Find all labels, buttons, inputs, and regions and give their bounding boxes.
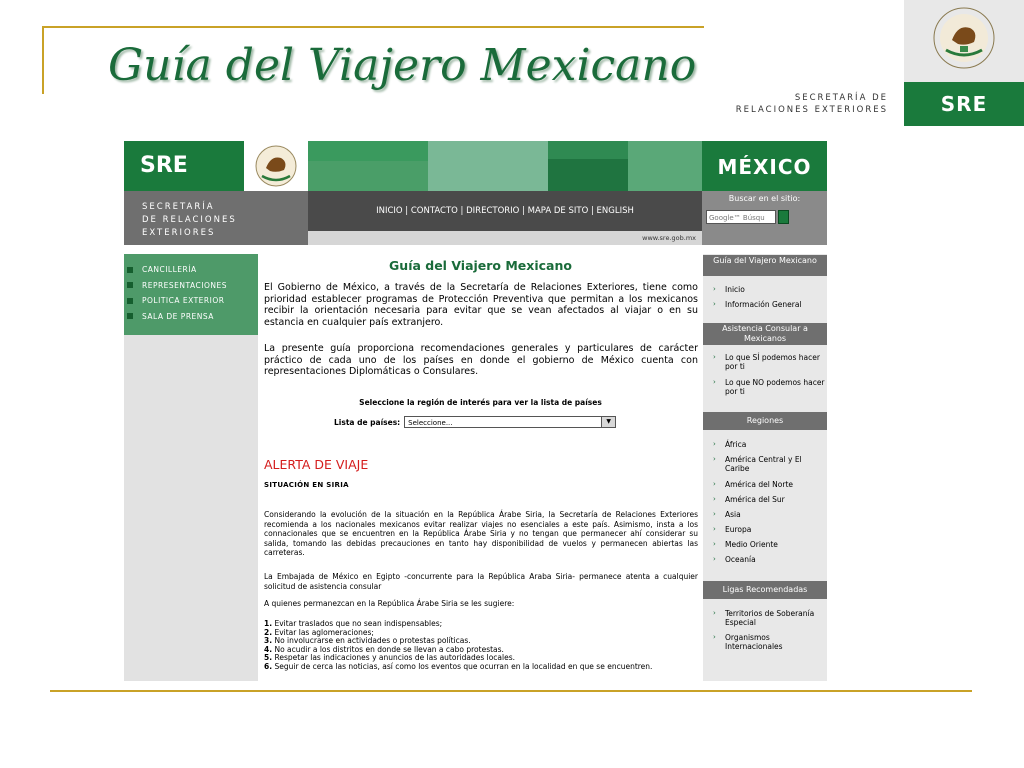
chevron-right-icon: › <box>713 609 716 617</box>
header-banner <box>308 141 702 191</box>
search-input[interactable]: Google™ Búsqu <box>706 210 776 224</box>
gold-rule-bottom <box>50 690 972 692</box>
logo-text <box>712 92 888 116</box>
main-content <box>258 254 703 681</box>
site-country-title: MÉXICO <box>702 141 827 191</box>
chevron-right-icon: › <box>713 525 716 533</box>
alert-paragraph-3: A quienes permanezcan en la República Árabe Siria se les sugiere: <box>264 599 515 608</box>
region-link-europa[interactable]: › Europa <box>713 525 752 534</box>
list-item: 1. Evitar traslados que no sean indispensables; <box>264 619 443 628</box>
region-link-africa[interactable]: › África <box>713 440 747 449</box>
nav-item-sala-de-prensa[interactable] <box>124 309 258 325</box>
slide-title: Guía del Viajero Mexicano <box>108 40 697 91</box>
chevron-right-icon: › <box>713 378 716 386</box>
list-item: 2. Evitar las aglomeraciones; <box>264 627 374 637</box>
country-select-row <box>334 416 616 428</box>
alert-subtitle: SITUACIÓN EN SIRIA <box>264 481 349 489</box>
chevron-right-icon: › <box>713 285 716 293</box>
chevron-right-icon: › <box>713 440 716 448</box>
region-link-medio-oriente[interactable]: › Medio Oriente <box>713 540 778 549</box>
sidebar-link-no-podemos[interactable]: › Lo que NO podemos hacer por ti <box>713 378 825 396</box>
chevron-right-icon: › <box>713 510 716 518</box>
chevron-down-icon[interactable]: ▼ <box>601 417 615 427</box>
list-item: 6. Seguir de cerca las noticias, así como los eventos que ocurran en la localidad en que se encuentren. <box>264 661 653 671</box>
league-link-territorios[interactable]: › Territorios de Soberanía Especial <box>713 609 815 627</box>
chevron-right-icon: › <box>713 633 716 641</box>
sidebar-head-guide: Guía del Viajero Mexicano <box>703 255 827 276</box>
site-coat-of-arms-icon <box>244 141 308 191</box>
alert-title: ALERTA DE VIAJE <box>264 457 369 472</box>
bullet-icon <box>127 282 133 288</box>
secretariat-line3: EXTERIORES <box>142 228 216 238</box>
top-nav[interactable]: INICIO | CONTACTO | DIRECTORIO | MAPA DE SITO | ENGLISH <box>308 191 702 231</box>
chevron-right-icon: › <box>713 555 716 563</box>
secretariat-line1: SECRETARÍA <box>142 202 215 212</box>
region-link-america-sur[interactable]: › América del Sur <box>713 495 785 504</box>
right-sidebar <box>703 254 827 681</box>
logo-text-line2: RELACIONES EXTERIORES <box>735 105 888 115</box>
main-title: Guía del Viajero Mexicano <box>389 258 572 273</box>
site-secretariat-name <box>124 191 308 245</box>
site-url: www.sre.gob.mx <box>308 231 702 245</box>
chevron-right-icon: › <box>713 455 716 463</box>
list-item: 3. No involucrarse en actividades o protestas políticas. <box>264 636 471 645</box>
sidebar-head-leagues: Ligas Recomendadas <box>703 581 827 599</box>
secretariat-line2: DE RELACIONES <box>142 215 237 225</box>
select-instruction: Seleccione la región de interés para ver la lista de países <box>359 398 602 407</box>
gold-rule-vertical <box>42 26 44 94</box>
left-nav <box>124 254 258 335</box>
sidebar-head-regions: Regiones <box>703 412 827 430</box>
chevron-right-icon: › <box>713 540 716 548</box>
region-link-oceania[interactable]: › Oceanía <box>713 555 756 564</box>
site-search <box>702 191 827 245</box>
intro-paragraph-1: El Gobierno de México, a través de la Secretaría de Relaciones Exteriores, tiene como prioridad establecer programas de Protección Preventiva que permitan a los mexicanos recibir la orientación necesaria para evitar que se vean afectados al viajar o en su estancia en cualquier país extranjero. <box>264 282 698 328</box>
nav-item-representaciones[interactable] <box>124 278 258 294</box>
left-sidebar <box>124 254 258 681</box>
bullet-icon <box>127 298 133 304</box>
list-item: 5. Respetar las indicaciones y anuncios de las autoridades locales. <box>264 653 516 662</box>
site-brand[interactable]: SRE <box>124 141 244 191</box>
chevron-right-icon: › <box>713 480 716 488</box>
country-select[interactable] <box>404 416 616 428</box>
nav-item-label: REPRESENTACIONES <box>142 280 227 290</box>
suggestion-list <box>264 620 698 671</box>
list-item: 4. No acudir a los distritos en donde se llevan a cabo protestas. <box>264 644 504 654</box>
select-value: Seleccione... <box>408 419 453 427</box>
intro-paragraph-2: La presente guía proporciona recomendaciones generales y particulares de carácter práctico de cada uno de los países en donde el gobierno de México cuenta con representaciones Diplomáticas o Consulares. <box>264 343 698 377</box>
nav-item-cancilleria[interactable] <box>124 262 258 278</box>
logo-acronym: SRE <box>904 82 1024 126</box>
select-label: Lista de países: <box>334 417 401 427</box>
chevron-right-icon: › <box>713 300 716 308</box>
alert-paragraph-2: La Embajada de México en Egipto -concurrente para la República Araba Siria- permanece atenta a cualquier solicitud de asistencia consular <box>264 572 698 591</box>
site-seal <box>244 141 308 191</box>
logo-text-line1: SECRETARÍA DE <box>794 93 888 103</box>
bullet-icon <box>127 313 133 319</box>
bullet-icon <box>127 267 133 273</box>
nav-item-label: POLITICA EXTERIOR <box>142 296 225 306</box>
website-screenshot <box>124 141 827 681</box>
sidebar-head-consular: Asistencia Consular a Mexicanos <box>703 323 827 345</box>
region-link-asia[interactable]: › Asia <box>713 510 741 519</box>
sidebar-link-inicio[interactable]: › Inicio <box>713 285 745 294</box>
coat-of-arms-icon <box>932 6 996 70</box>
region-link-america-central[interactable]: › América Central y El Caribe <box>713 455 802 473</box>
sre-logo <box>704 0 1024 126</box>
search-label: Buscar en el sitio: <box>728 194 801 203</box>
region-link-america-norte[interactable]: › América del Norte <box>713 480 794 489</box>
league-link-organismos[interactable]: › Organismos Internacionales <box>713 633 783 651</box>
sidebar-link-si-podemos[interactable]: › Lo que SÍ podemos hacer por ti <box>713 353 820 371</box>
nav-item-politica-exterior[interactable] <box>124 293 258 309</box>
chevron-right-icon: › <box>713 495 716 503</box>
alert-paragraph-1: Considerando la evolución de la situación en la República Árabe Siria, la Secretaría de Relaciones Exteriores recomienda a los nacionales mexicanos evitar realizar viajes no esenciales a este país. Asimismo, insta a los connacionales que se encuentren en la República Árabe Siria y no tengan que permanecer ahí considerar su salida, tomando las debidas precauciones en tanto hay disponibilidad de vuelos y permanecen abiertas las carreteras. <box>264 510 698 557</box>
nav-item-label: CANCILLERÍA <box>142 265 197 275</box>
chevron-right-icon: › <box>713 353 716 361</box>
search-button[interactable] <box>778 210 789 224</box>
nav-item-label: SALA DE PRENSA <box>142 311 214 321</box>
sidebar-link-info-general[interactable]: › Información General <box>713 300 802 309</box>
gold-rule-top <box>42 26 704 28</box>
